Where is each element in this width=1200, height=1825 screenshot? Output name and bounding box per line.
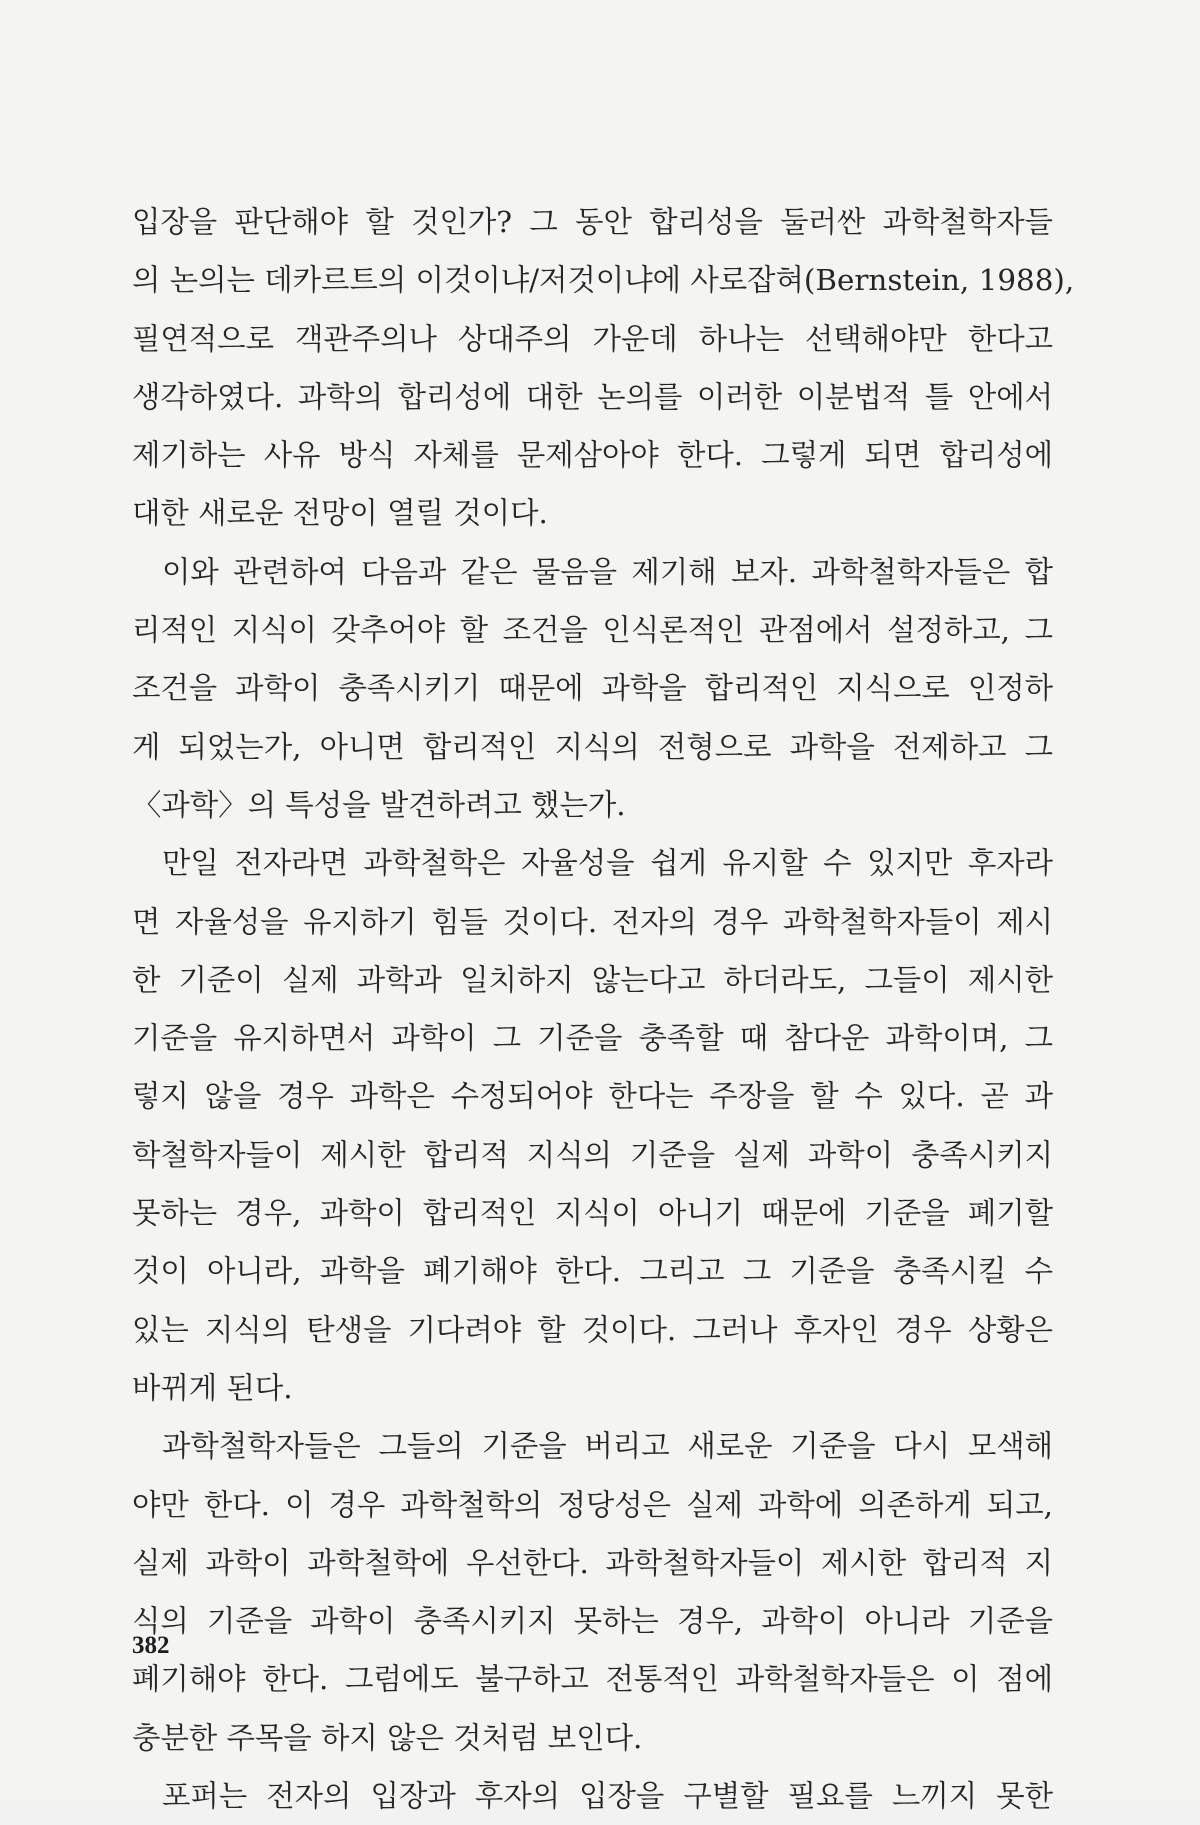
paragraph-start-line: 만일 전자라면 과학철학은 자율성을 쉽게 유지할 수 있지만 후자라 <box>162 846 1053 881</box>
text-line: 못하는 경우, 과학이 합리적인 지식이 아니기 때문에 기준을 폐기할 <box>132 1196 1053 1231</box>
text-line: 한 기준이 실제 과학과 일치하지 않는다고 하더라도, 그들이 제시한 <box>132 962 1053 997</box>
paragraph-start-line: 과학철학자들은 그들의 기준을 버리고 새로운 기준을 다시 모색해 <box>162 1429 1053 1464</box>
paragraph-end-line: 〈과학〉의 특성을 발견하려고 했는가. <box>132 787 626 822</box>
text-line: 리적인 지식이 갖추어야 할 조건을 인식론적인 관점에서 설정하고, 그 <box>132 613 1053 648</box>
text-line: 렇지 않을 경우 과학은 수정되어야 한다는 주장을 할 수 있다. 곧 과 <box>132 1079 1053 1114</box>
text-line: 폐기해야 한다. 그럼에도 불구하고 전통적인 과학철학자들은 이 점에 <box>132 1662 1053 1697</box>
body-text <box>132 193 1075 1825</box>
text-line: 생각하였다. 과학의 합리성에 대한 논의를 이러한 이분법적 틀 안에서 <box>132 379 1053 414</box>
text-line: 의 논의는 데카르트의 이것이냐/저것이냐에 사로잡혀(Bernstein, 1988), <box>132 263 1075 298</box>
text-line: 입장을 판단해야 할 것인가? 그 동안 합리성을 둘러싼 과학철학자들 <box>132 205 1053 239</box>
paragraph-end-line: 대한 새로운 전망이 열릴 것이다. <box>132 496 548 531</box>
paragraph-end-line: 바뀌게 된다. <box>132 1370 293 1405</box>
paragraph-start-line: 포퍼는 전자의 입장과 후자의 입장을 구별할 필요를 느끼지 못한 <box>162 1779 1053 1814</box>
text-line: 실제 과학이 과학철학에 우선한다. 과학철학자들이 제시한 합리적 지 <box>132 1545 1053 1580</box>
text-line: 게 되었는가, 아니면 합리적인 지식의 전형으로 과학을 전제하고 그 <box>132 729 1053 764</box>
text-line: 야만 한다. 이 경우 과학철학의 정당성은 실제 과학에 의존하게 되고, <box>132 1487 1053 1522</box>
text-line: 제기하는 사유 방식 자체를 문제삼아야 한다. 그렇게 되면 합리성에 <box>132 438 1053 473</box>
text-line: 필연적으로 객관주의나 상대주의 가운데 하나는 선택해야만 한다고 <box>132 321 1053 356</box>
text-line: 기준을 유지하면서 과학이 그 기준을 충족할 때 참다운 과학이며, 그 <box>132 1021 1053 1056</box>
page-number: 382 <box>132 1632 170 1659</box>
text-line: 조건을 과학이 충족시키기 때문에 과학을 합리적인 지식으로 인정하 <box>132 671 1053 706</box>
text-line: 있는 지식의 탄생을 기다려야 할 것이다. 그러나 후자인 경우 상황은 <box>132 1312 1053 1347</box>
paragraph-end-line: 충분한 주목을 하지 않은 것처럼 보인다. <box>132 1720 643 1755</box>
text-line: 면 자율성을 유지하기 힘들 것이다. 전자의 경우 과학철학자들이 제시 <box>132 904 1053 939</box>
text-line: 것이 아니라, 과학을 폐기해야 한다. 그리고 그 기준을 충족시킬 수 <box>132 1254 1053 1289</box>
text-line: 식의 기준을 과학이 충족시키지 못하는 경우, 과학이 아니라 기준을 <box>132 1604 1053 1639</box>
paragraph-start-line: 이와 관련하여 다음과 같은 물음을 제기해 보자. 과학철학자들은 합 <box>162 554 1053 589</box>
text-line: 학철학자들이 제시한 합리적 지식의 기준을 실제 과학이 충족시키지 <box>132 1137 1053 1172</box>
